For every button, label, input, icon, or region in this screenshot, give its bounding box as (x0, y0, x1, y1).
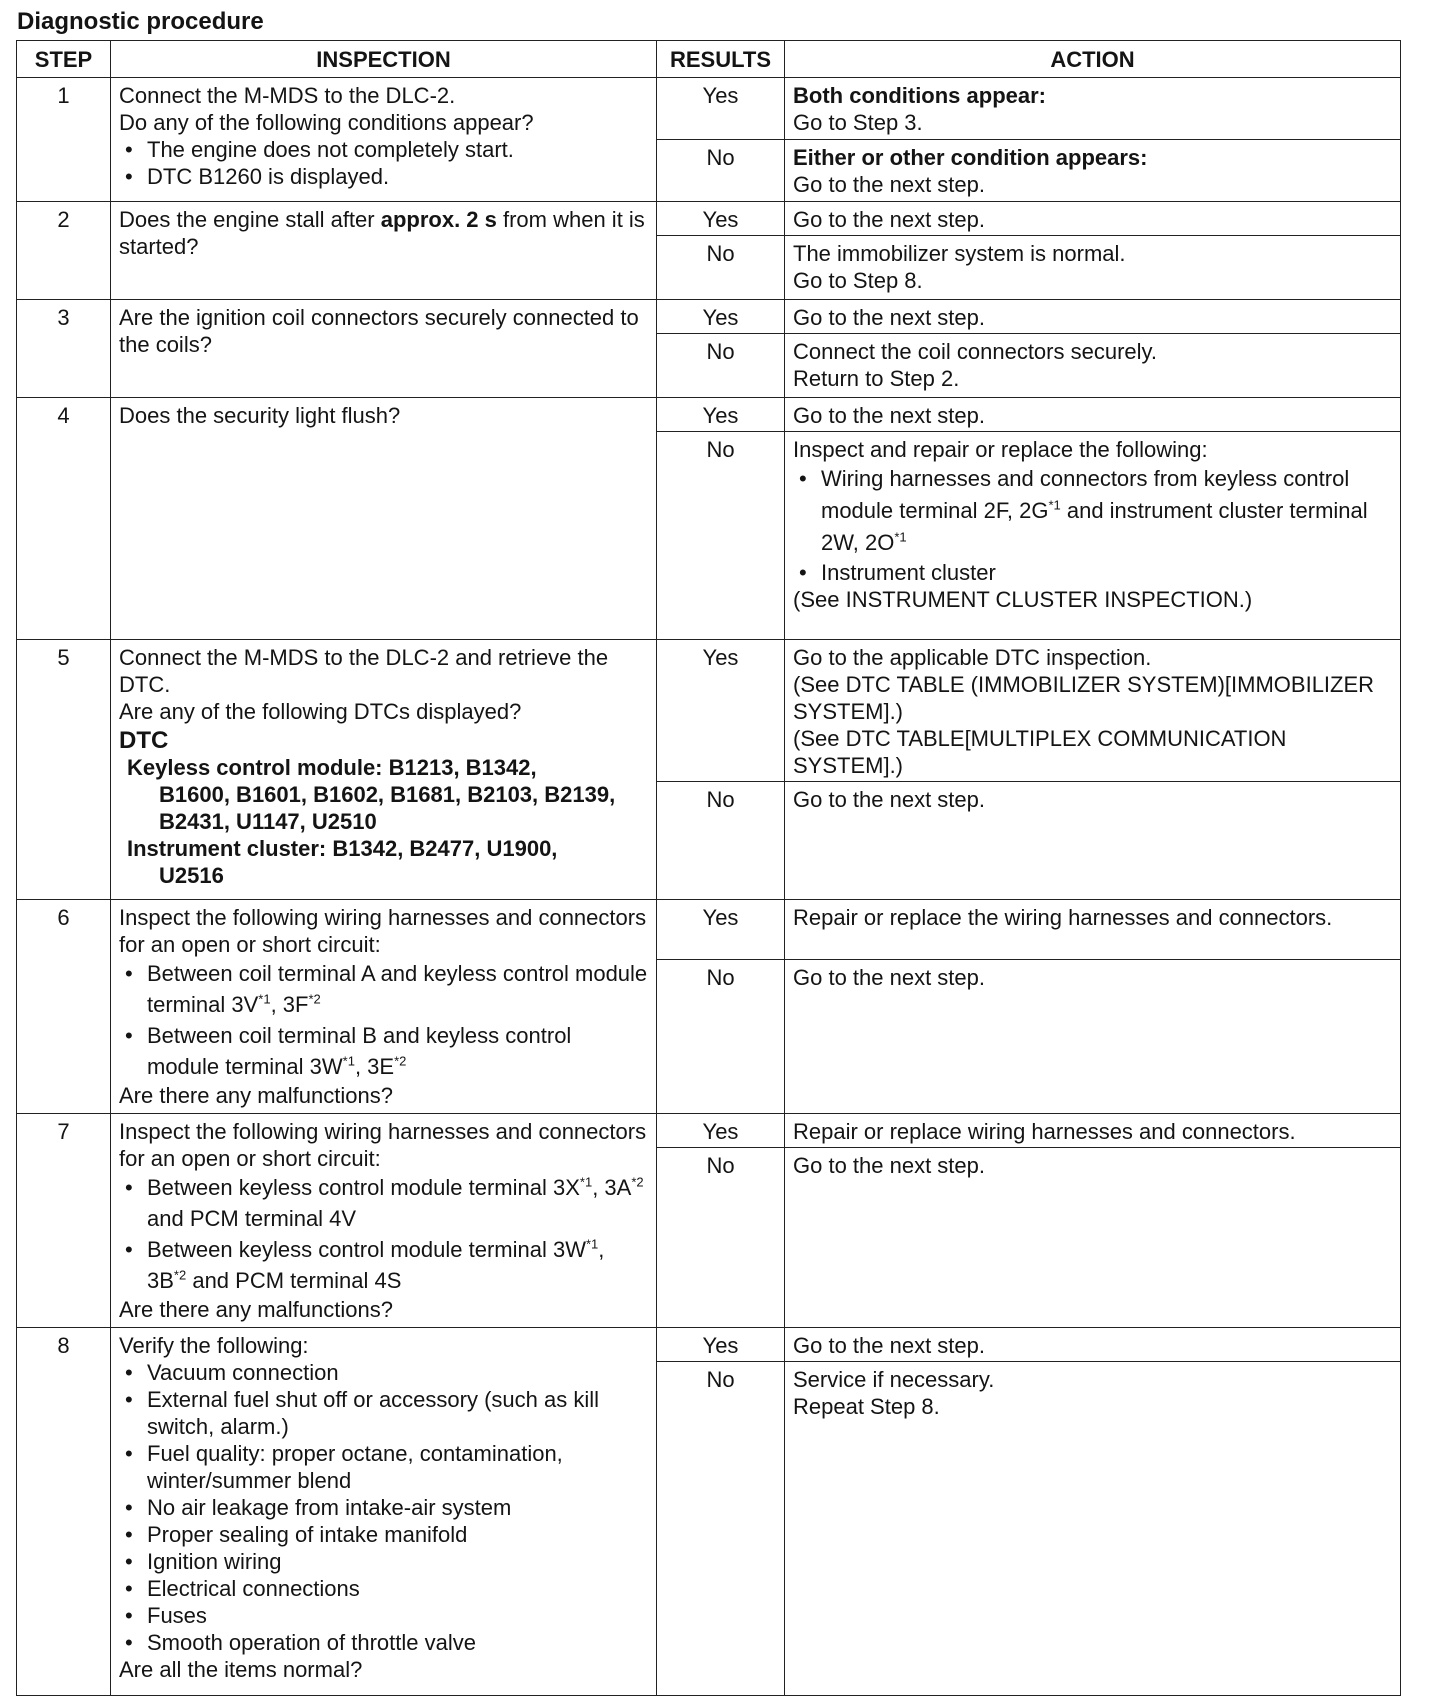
action-cell (785, 140, 1401, 202)
inspection-text: Connect the M-MDS to the DLC-2 and retrieve the DTC. (119, 645, 609, 697)
step-number: 1 (17, 78, 111, 202)
result-yes: Yes (657, 640, 785, 782)
reference-link[interactable]: (See INSTRUMENT CLUSTER INSPECTION.) (793, 587, 1253, 612)
inspection-text: Verify the following: (119, 1333, 309, 1358)
dtc-heading: DTC (119, 727, 169, 754)
step-2-yes-row (17, 202, 1401, 236)
step-number: 8 (17, 1328, 111, 1696)
inspection-text: Are there any malfunctions? (119, 1083, 393, 1108)
action-text: Go to the applicable DTC inspection. (793, 645, 1152, 670)
inspection-text: Inspect the following wiring harnesses and connectors for an open or short circuit: (119, 1119, 647, 1171)
action-text: Go to Step 3. (793, 110, 923, 135)
list-item: • Ignition wiring (147, 1548, 648, 1575)
action-text: Go to the next step. (785, 300, 1401, 334)
action-heading: Either or other condition appears: (793, 145, 1148, 170)
inspection-text: Are any of the following DTCs displayed? (119, 699, 522, 724)
action-text: Go to the next step. (785, 202, 1401, 236)
action-text: The immobilizer system is normal. (793, 241, 1126, 266)
inspection-cell (111, 900, 657, 1114)
action-cell (785, 78, 1401, 140)
list-item: • Electrical connections (147, 1575, 648, 1602)
harness-list (119, 1172, 648, 1296)
inspection-cell (111, 1114, 657, 1328)
header-action: ACTION (785, 41, 1401, 78)
step-number: 2 (17, 202, 111, 300)
list-item: • Instrument cluster (821, 559, 1392, 586)
step-number: 7 (17, 1114, 111, 1328)
step-4-yes-row (17, 398, 1401, 432)
result-yes: Yes (657, 1328, 785, 1362)
header-results: RESULTS (657, 41, 785, 78)
list-item: • Fuel quality: proper octane, contamination, winter/summer blend (147, 1440, 648, 1494)
action-text: Go to the next step. (785, 960, 1401, 1114)
result-yes: Yes (657, 78, 785, 140)
verify-list (119, 1359, 648, 1656)
result-no: No (657, 782, 785, 900)
action-text: Go to the next step. (785, 1148, 1401, 1328)
list-item: • External fuel shut off or accessory (such as kill switch, alarm.) (147, 1386, 648, 1440)
inspection-text: Does the security light flush? (111, 398, 657, 640)
action-text: Repair or replace wiring harnesses and connectors. (785, 1114, 1401, 1148)
result-no: No (657, 334, 785, 398)
result-no: No (657, 960, 785, 1114)
action-text: Go to Step 8. (793, 268, 923, 293)
step-number: 5 (17, 640, 111, 900)
action-text: Service if necessary. (793, 1367, 995, 1392)
list-item: • The engine does not completely start. (147, 136, 648, 163)
inspection-cell (111, 640, 657, 900)
result-no: No (657, 140, 785, 202)
action-cell (785, 640, 1401, 782)
result-yes: Yes (657, 202, 785, 236)
list-item: • Wiring harnesses and connectors from keyless control module terminal 2F, $2G^{*1}$ and instrument cluster terminal 2W, $2O^{*1}$ (821, 463, 1392, 559)
inspection-cell (111, 202, 657, 300)
step-3-yes-row (17, 300, 1401, 334)
result-yes: Yes (657, 398, 785, 432)
list-item: • DTC B1260 is displayed. (147, 163, 648, 190)
replace-list (793, 463, 1392, 586)
diagnostic-table (16, 40, 1401, 1696)
dtc-group-label: Keyless control module: B1213, B1342, (127, 755, 537, 780)
condition-list (119, 136, 648, 190)
list-item: • Smooth operation of throttle valve (147, 1629, 648, 1656)
inspection-text: Are the ignition coil connectors securely connected to the coils? (111, 300, 657, 398)
inspection-text: Do any of the following conditions appear? (119, 110, 534, 135)
header-row (17, 41, 1401, 78)
step-6-yes-row (17, 900, 1401, 960)
list-item: • Proper sealing of intake manifold (147, 1521, 648, 1548)
result-yes: Yes (657, 900, 785, 960)
page-title: Diagnostic procedure (17, 8, 264, 35)
list-item: • Vacuum connection (147, 1359, 648, 1386)
action-text: Go to the next step. (785, 398, 1401, 432)
result-no: No (657, 236, 785, 300)
inspection-text: Connect the M-MDS to the DLC-2. (119, 83, 456, 108)
inspection-emphasis: approx. 2 s (380, 207, 497, 232)
result-no: No (657, 1362, 785, 1696)
result-no: No (657, 1148, 785, 1328)
dtc-codes: U2516 (159, 863, 224, 888)
inspection-text: Are there any malfunctions? (119, 1297, 393, 1322)
action-cell (785, 236, 1401, 300)
list-item: • Between coil terminal A and keyless control module terminal $3V^{*1}$, $3F^{*2}$ (147, 958, 648, 1020)
action-text: Connect the coil connectors securely. (793, 339, 1157, 364)
reference-link[interactable]: (See DTC TABLE[MULTIPLEX COMMUNICATION SYSTEM].) (793, 726, 1287, 778)
list-item: • No air leakage from intake-air system (147, 1494, 648, 1521)
action-heading: Both conditions appear: (793, 83, 1046, 108)
list-item: • Fuses (147, 1602, 648, 1629)
step-8-yes-row (17, 1328, 1401, 1362)
header-step: STEP (17, 41, 111, 78)
action-cell (785, 334, 1401, 398)
action-text: Go to the next step. (785, 1328, 1401, 1362)
inspection-cell (111, 1328, 657, 1696)
list-item: • Between keyless control module terminal $3W^{*1}$, $3B^{*2}$ and PCM terminal 4S (147, 1234, 648, 1296)
list-item: • Between coil terminal B and keyless control module terminal $3W^{*1}$, $3E^{*2}$ (147, 1020, 648, 1082)
step-7-yes-row (17, 1114, 1401, 1148)
result-no: No (657, 432, 785, 640)
inspection-text: Inspect the following wiring harnesses and connectors for an open or short circuit: (119, 905, 647, 957)
dtc-group-label: Instrument cluster: B1342, B2477, U1900, (127, 836, 558, 861)
header-inspection: INSPECTION (111, 41, 657, 78)
step-number: 4 (17, 398, 111, 640)
step-number: 3 (17, 300, 111, 398)
action-text: Repair or replace the wiring harnesses and connectors. (785, 900, 1401, 960)
action-text: Repeat Step 8. (793, 1394, 940, 1419)
harness-list (119, 958, 648, 1082)
step-1-yes-row (17, 78, 1401, 140)
action-cell (785, 1362, 1401, 1696)
step-number: 6 (17, 900, 111, 1114)
inspection-text: from when it is started? (119, 207, 645, 259)
step-5-yes-row (17, 640, 1401, 782)
action-text: Inspect and repair or replace the following: (793, 437, 1208, 462)
reference-link[interactable]: (See DTC TABLE (IMMOBILIZER SYSTEM)[IMMOBILIZER SYSTEM].) (793, 672, 1375, 724)
inspection-text: Does the engine stall after (119, 207, 381, 232)
inspection-cell (111, 78, 657, 202)
result-yes: Yes (657, 1114, 785, 1148)
action-text: Go to the next step. (785, 782, 1401, 900)
result-yes: Yes (657, 300, 785, 334)
action-text: Go to the next step. (793, 172, 986, 197)
action-cell (785, 432, 1401, 640)
inspection-text: Are all the items normal? (119, 1657, 363, 1682)
action-text: Return to Step 2. (793, 366, 960, 391)
dtc-codes: B1600, B1601, B1602, B1681, B2103, B2139, B2431, U1147, U2510 (159, 782, 616, 834)
list-item: • Between keyless control module terminal $3X^{*1}$, $3A^{*2}$ and PCM terminal 4V (147, 1172, 648, 1234)
